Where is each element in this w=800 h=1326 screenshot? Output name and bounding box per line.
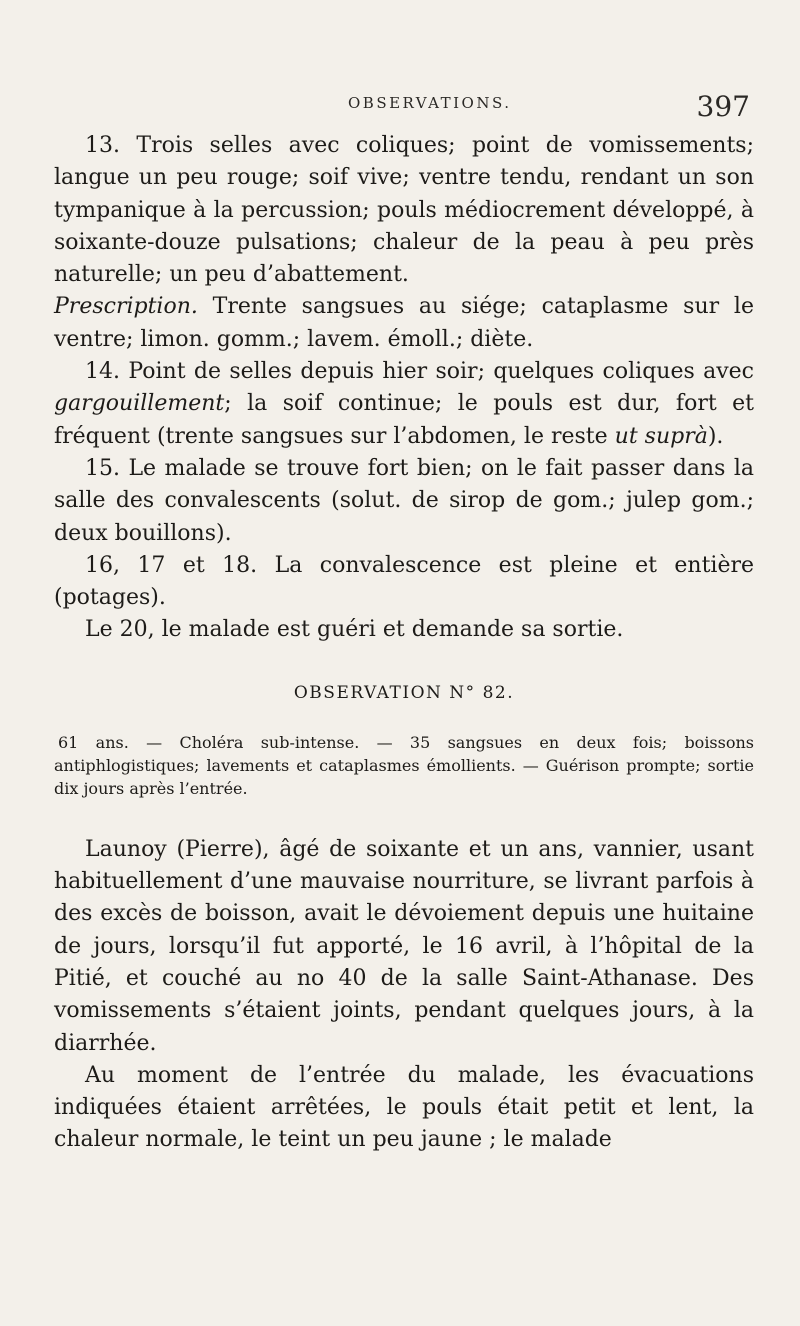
day-15-text: 15. Le malade se trouve fort bien; on le fait passer dans la salle des convalescents (solut. de sirop de gom.; julep gom.; deux bouillons). xyxy=(54,455,754,546)
body-text xyxy=(54,130,754,1157)
day-13-text: 13. Trois selles avec coliques; point de vomissements; langue un peu rouge; soif vive; ventre tendu, rendant un son tympanique à la percussion; pouls médiocrement développé, à soixante-douze pulsations; chaleur de la peau à peu près naturelle; un peu d’abattement. xyxy=(54,133,754,288)
observation-heading: OBSERVATION N° 82. xyxy=(293,682,515,703)
observation-paragraph-1: Launoy (Pierre), âgé de soixante et un ans, vannier, usant habituellement d’une mauvaise nourriture, se livrant parfois à des excès de boisson, avait le dévoiement depuis une huitaine de jours, lorsqu’il fut apporté, le 16 avril, à l’hôpital de la Pitié, et couché au no 40 de la salle Saint-Athanase. Des vomissements s’étaient joints, pendant quelques jours, à la diarrhée. xyxy=(54,836,754,1056)
paragraph-day-16 xyxy=(54,550,754,615)
day-14-text-middle: ; la soif continue; le pouls est dur, fort et fréquent (trente sangsues sur l’abdomen, le reste xyxy=(54,391,754,449)
paragraph-day-20 xyxy=(54,614,754,646)
running-title: OBSERVATIONS. xyxy=(348,94,512,112)
paragraph-day-13 xyxy=(54,130,754,356)
day-16-text: 16, 17 et 18. La convalescence est pleine et entière (potages). xyxy=(54,552,754,611)
paragraph-day-14 xyxy=(54,356,754,453)
paragraph-day-15 xyxy=(54,453,754,550)
prescription-text: Trente sangsues au siége; cataplasme sur le ventre; limon. gomm.; lavem. émoll.; diète. xyxy=(54,294,754,352)
observation-paragraph-2: Au moment de l’entrée du malade, les évacuations indiquées étaient arrêtées, le pouls était petit et lent, la chaleur normale, le teint un peu jaune ; le malade xyxy=(54,1062,754,1153)
running-header xyxy=(60,90,750,124)
day-14-italic-latin: ut suprà xyxy=(614,423,708,449)
prescription-label: Prescription. xyxy=(54,294,198,320)
day-14-italic-word: gargouillement xyxy=(54,391,225,417)
day-14-text-before: 14. Point de selles depuis hier soir; quelques coliques avec xyxy=(85,359,754,385)
observation-summary: 61 ans. — Choléra sub-intense. — 35 sangsues en deux fois; boissons antiphlogistiques; lavements et cataplasmes émollients. — Guérison prompte; sortie dix jours après l’entrée. xyxy=(54,732,754,798)
day-14-text-after: ). xyxy=(707,423,724,449)
day-20-text: Le 20, le malade est guéri et demande sa sortie. xyxy=(85,617,624,643)
page-number: 397 xyxy=(696,90,750,123)
